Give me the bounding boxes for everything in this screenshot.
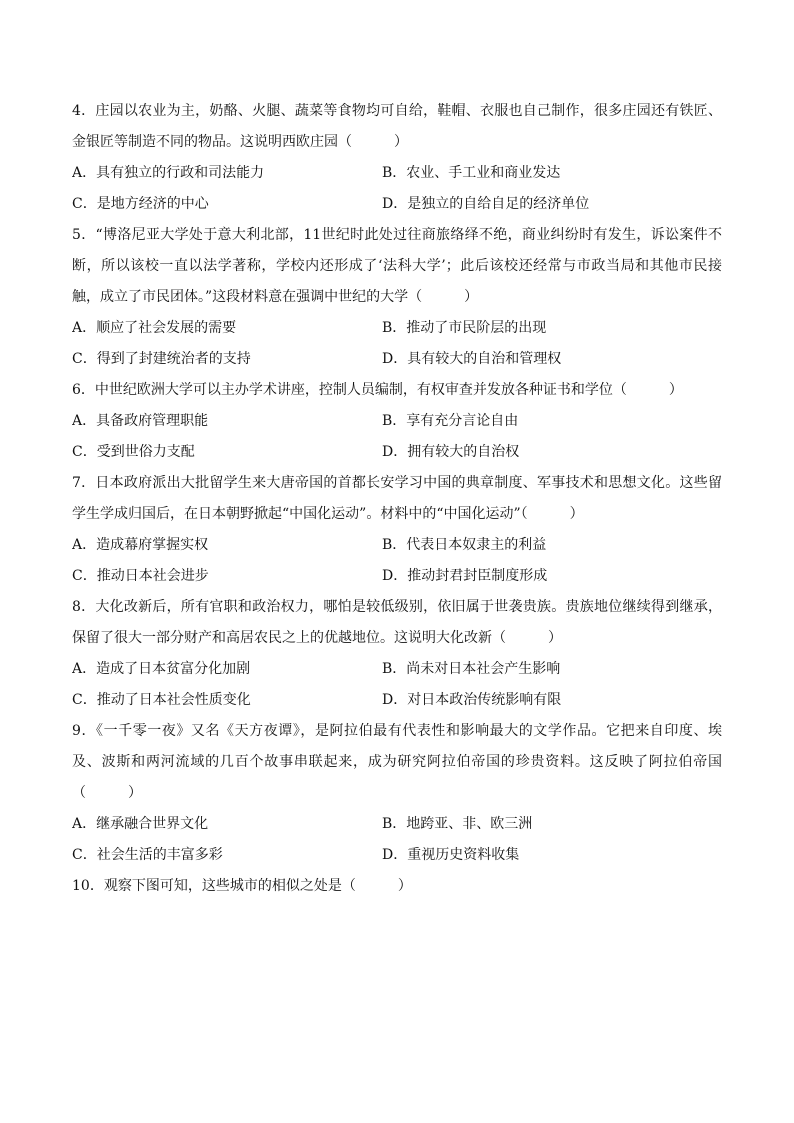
question-stem: 6．中世纪欧洲大学可以主办学术讲座，控制人员编制，有权审查并发放各种证书和学位（ ） — [72, 382, 683, 398]
option-c: C．受到世俗力支配 — [72, 444, 195, 460]
question-6 — [72, 375, 722, 468]
option-b: B．代表日本奴隶主的利益 — [382, 537, 547, 553]
question-9 — [72, 716, 722, 871]
option-a: A．造成幕府掌握实权 — [72, 537, 209, 553]
option-b: B．农业、手工业和商业发达 — [382, 165, 561, 181]
option-b: B．推动了市民阶层的出现 — [382, 320, 547, 336]
option-a: A．造成了日本贫富分化加剧 — [72, 661, 251, 677]
option-c: C．得到了封建统治者的支持 — [72, 351, 251, 367]
option-a: A．继承融合世界文化 — [72, 816, 209, 832]
option-a: A．具有独立的行政和司法能力 — [72, 165, 265, 181]
question-stem: 9．《一千零一夜》又名《天方夜谭》，是阿拉伯最有代表性和影响最大的文学作品。它把来自印度、埃及、波斯和两河流域的几百个故事串联起来，成为研究阿拉伯帝国的珍贵资料。这反映了阿拉伯帝国（ ） — [72, 723, 722, 801]
option-b: B．享有充分言论自由 — [382, 413, 519, 429]
question-stem: 10．观察下图可知，这些城市的相似之处是（ ） — [72, 878, 412, 894]
options-grid — [72, 406, 722, 468]
options-grid — [72, 654, 722, 716]
option-b: B．尚未对日本社会产生影响 — [382, 661, 561, 677]
option-c: C．是地方经济的中心 — [72, 196, 209, 212]
question-7 — [72, 468, 722, 592]
options-grid — [72, 530, 722, 592]
question-stem: 8．大化改新后，所有官职和政治权力，哪怕是较低级别，依旧属于世袭贵族。贵族地位继续得到继承，保留了很大一部分财产和高居农民之上的优越地位。这说明大化改新（ ） — [72, 599, 722, 646]
question-5 — [72, 220, 722, 375]
option-b: B．地跨亚、非、欧三洲 — [382, 816, 533, 832]
option-d: D．是独立的自给自足的经济单位 — [382, 196, 590, 212]
question-stem: 7．日本政府派出大批留学生来大唐帝国的首都长安学习中国的典章制度、军事技术和思想文化。这些留学生学成归国后，在日本朝野掀起“中国化运动”。材料中的“中国化运动”（ ） — [72, 475, 722, 522]
option-d: D．重视历史资料收集 — [382, 847, 520, 863]
option-a: A．具备政府管理职能 — [72, 413, 209, 429]
option-c: C．社会生活的丰富多彩 — [72, 847, 223, 863]
question-8 — [72, 592, 722, 716]
options-grid — [72, 313, 722, 375]
option-a: A．顺应了社会发展的需要 — [72, 320, 237, 336]
question-4 — [72, 96, 722, 220]
option-d: D．具有较大的自治和管理权 — [382, 351, 562, 367]
option-d: D．推动封君封臣制度形成 — [382, 568, 548, 584]
option-c: C．推动了日本社会性质变化 — [72, 692, 251, 708]
option-c: C．推动日本社会进步 — [72, 568, 209, 584]
exam-page — [72, 96, 722, 902]
question-stem: 5．“博洛尼亚大学处于意大利北部，11世纪时此处过往商旅络绎不绝，商业纠纷时有发生，诉讼案件不断，所以该校一直以法学著称，学校内还形成了‘法科大学’；此后该校还经常与市政当局和其他市民接触，成立了市民团体。”这段材料意在强调中世纪的大学（ ） — [72, 227, 722, 305]
options-grid — [72, 158, 722, 220]
question-10 — [72, 871, 722, 902]
options-grid — [72, 809, 722, 871]
option-d: D．对日本政治传统影响有限 — [382, 692, 562, 708]
question-stem: 4．庄园以农业为主，奶酪、火腿、蔬菜等食物均可自给，鞋帽、衣服也自己制作，很多庄园还有铁匠、金银匠等制造不同的物品。这说明西欧庄园（ ） — [72, 103, 722, 150]
option-d: D．拥有较大的自治权 — [382, 444, 520, 460]
